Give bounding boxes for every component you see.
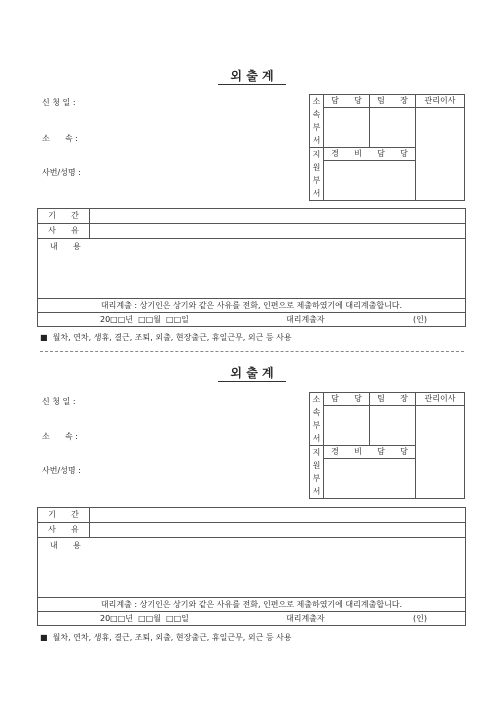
dept-side-text: 소속부서 — [312, 97, 321, 145]
head-team-leader: 팀 장 — [370, 95, 416, 108]
proxy-submitter-label: 대리계출자 — [286, 614, 325, 623]
content-label: 내 용 — [50, 541, 81, 550]
title-underline — [218, 381, 286, 382]
sign-staff[interactable] — [324, 406, 370, 446]
department-label: 소 속 : — [42, 134, 78, 143]
period-field[interactable] — [90, 209, 466, 224]
head-director: 관리이사 — [416, 393, 465, 406]
apply-date-label: 신 청 일 : — [42, 397, 76, 406]
usage-note: ■ 월차, 연차, 생휴, 결근, 조퇴, 외출, 현장출근, 휴일근무, 외근 등 사용 — [40, 633, 292, 642]
approval-table — [309, 392, 465, 499]
seal-mark: (인) — [413, 315, 427, 324]
content-cell[interactable] — [38, 239, 466, 299]
content-cell[interactable] — [38, 538, 466, 598]
period-label: 기 간 — [38, 209, 90, 224]
sign-team-leader[interactable] — [370, 108, 416, 148]
cut-line — [40, 351, 464, 352]
date-row — [38, 313, 466, 327]
usage-note: ■ 월차, 연차, 생휴, 결근, 조퇴, 외출, 현장출근, 휴일근무, 외근 등 사용 — [40, 333, 292, 342]
sign-director[interactable] — [416, 406, 465, 499]
sign-team-leader[interactable] — [370, 406, 416, 446]
support-side-label — [310, 446, 324, 499]
proxy-note: 대리계출 : 상기인은 상기와 같은 사유를 전화, 인편으로 제출하였기에 대리계출합니다. — [38, 598, 466, 612]
dept-side-label — [310, 393, 324, 446]
approval-table — [309, 94, 465, 201]
sign-staff[interactable] — [324, 108, 370, 148]
seal-mark: (인) — [413, 614, 427, 623]
proxy-submitter-label: 대리계출자 — [286, 315, 325, 324]
head-staff: 담 당 — [324, 95, 370, 108]
dept-side-label — [310, 95, 324, 148]
sign-management[interactable] — [324, 161, 416, 201]
period-label: 기 간 — [38, 508, 90, 523]
support-side-label — [310, 148, 324, 201]
date-line[interactable]: 20□□년 □□월 □□일 — [100, 614, 189, 623]
content-label: 내 용 — [50, 242, 81, 251]
head-management: 경 비 담 당 — [324, 148, 416, 161]
department-label: 소 속 : — [42, 432, 78, 441]
reason-label: 사 유 — [38, 523, 90, 538]
form-title: 외 출 계 — [230, 69, 274, 83]
sign-director[interactable] — [416, 108, 465, 201]
proxy-note: 대리계출 : 상기인은 상기와 같은 사유를 전화, 인편으로 제출하였기에 대리계출합니다. — [38, 299, 466, 313]
head-team-leader: 팀 장 — [370, 393, 416, 406]
head-management: 경 비 담 당 — [324, 446, 416, 459]
form-title: 외 출 계 — [230, 366, 274, 380]
dept-side-text: 소속부서 — [312, 395, 321, 443]
date-line[interactable]: 20□□년 □□월 □□일 — [100, 315, 189, 324]
head-staff: 담 당 — [324, 393, 370, 406]
reason-field[interactable] — [90, 523, 466, 538]
support-side-text: 지원부서 — [312, 150, 321, 198]
period-field[interactable] — [90, 508, 466, 523]
employee-label: 사번/성명 : — [42, 466, 81, 475]
sign-management[interactable] — [324, 459, 416, 499]
details-table — [37, 208, 466, 327]
date-row — [38, 612, 466, 626]
support-side-text: 지원부서 — [312, 448, 321, 496]
reason-field[interactable] — [90, 224, 466, 239]
head-director: 관리이사 — [416, 95, 465, 108]
details-table — [37, 507, 466, 626]
title-underline — [218, 84, 286, 85]
reason-label: 사 유 — [38, 224, 90, 239]
apply-date-label: 신 청 일 : — [42, 98, 76, 107]
employee-label: 사번/성명 : — [42, 168, 81, 177]
